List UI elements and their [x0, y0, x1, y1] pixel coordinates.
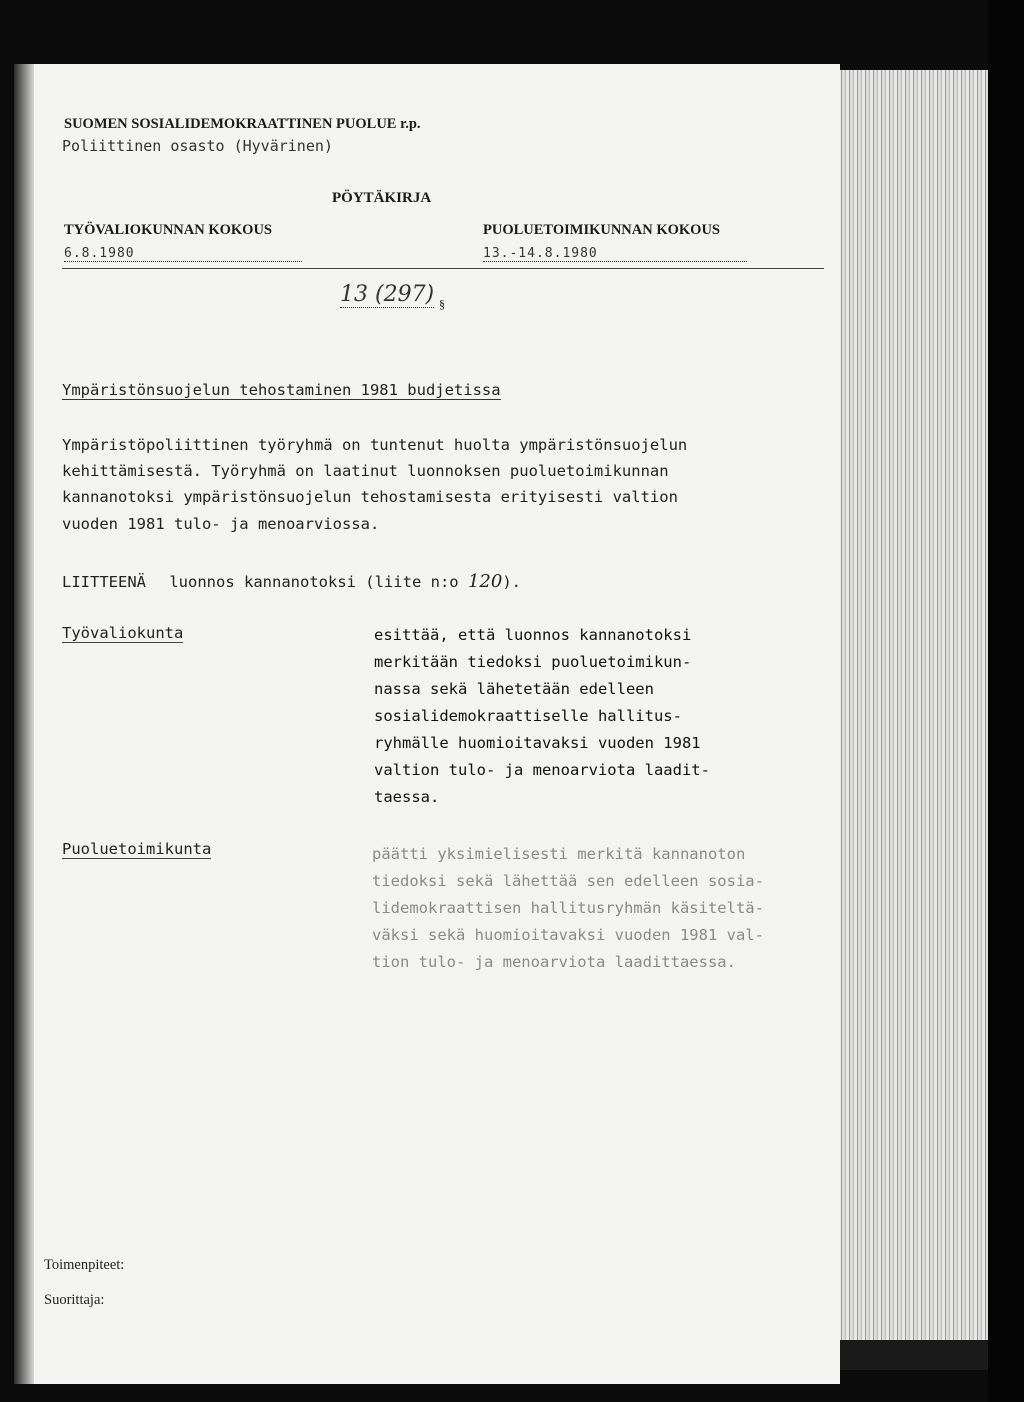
- body-line: kehittämisestä. Työryhmä on laatinut luonnoksen puoluetoimikunnan: [62, 462, 669, 480]
- department-name: Poliittinen osasto (Hyvärinen): [62, 137, 333, 155]
- book-bottom-shadow: [838, 1340, 988, 1370]
- item-title: Ympäristönsuojelun tehostaminen 1981 budjetissa: [62, 381, 501, 399]
- body-line: vuoden 1981 tulo- ja menoarviossa.: [62, 515, 380, 533]
- meeting-right-label: PUOLUETOIMIKUNNAN KOKOUS: [483, 222, 720, 238]
- background-shadow: [988, 0, 1024, 1402]
- decision-line: esittää, että luonnos kannanotoksi: [374, 626, 692, 644]
- attachment-close: ).: [502, 573, 522, 591]
- attachment-number: 120: [467, 571, 503, 592]
- organization-name: SUOMEN SOSIALIDEMOKRAATTINEN PUOLUE r.p.: [64, 116, 421, 132]
- measures-label: Toimenpiteet:: [44, 1257, 125, 1273]
- executor-label: Suorittaja:: [44, 1292, 105, 1308]
- attachment-label: LIITTEENÄ: [62, 573, 146, 591]
- attachment-line: [62, 571, 521, 592]
- decision-line: tiedoksi sekä lähettää sen edelleen sosia-: [372, 872, 764, 890]
- section-symbol: §: [439, 297, 445, 311]
- decision-line: ryhmälle huomioitavaksi vuoden 1981: [374, 734, 701, 752]
- section-number: 13 (297): [340, 282, 435, 307]
- meeting-left-label: TYÖVALIOKUNNAN KOKOUS: [64, 222, 272, 238]
- decision-line: valtion tulo- ja menoarviota laadit-: [374, 761, 710, 779]
- body-line: Ympäristöpoliittinen työryhmä on tuntenut huolta ympäristönsuojelun: [62, 436, 688, 454]
- meeting-right-date: 13.-14.8.1980: [483, 246, 747, 262]
- decision-line: päätti yksimielisesti merkitä kannanoton: [372, 845, 746, 863]
- book-spine-shadow: [14, 64, 34, 1384]
- body-line: kannanotoksi ympäristönsuojelun tehostamisesta erityisesti valtion: [62, 488, 678, 506]
- decision-line: merkitään tiedoksi puoluetoimikun-: [374, 653, 692, 671]
- decision-line: lidemokraattisen hallitusryhmän käsiteltä-: [372, 899, 764, 917]
- decision-line: tion tulo- ja menoarviota laadittaessa.: [372, 953, 736, 971]
- meeting-left-date: 6.8.1980: [64, 246, 302, 262]
- decision-line: väksi sekä huomioitavaksi vuoden 1981 val-: [372, 926, 764, 944]
- decision-line: sosialidemokraattiselle hallitus-: [374, 707, 682, 725]
- decision-line: nassa sekä lähetetään edelleen: [374, 680, 654, 698]
- attachment-text: luonnos kannanotoksi (liite n:o: [169, 573, 459, 591]
- book-page-edges: [838, 70, 988, 1370]
- decision-line: taessa.: [374, 788, 440, 806]
- header-divider: [62, 268, 824, 269]
- document-type: PÖYTÄKIRJA: [332, 190, 432, 206]
- decision-body-label: Työvaliokunta: [62, 624, 184, 642]
- decision-body-label: Puoluetoimikunta: [62, 840, 212, 858]
